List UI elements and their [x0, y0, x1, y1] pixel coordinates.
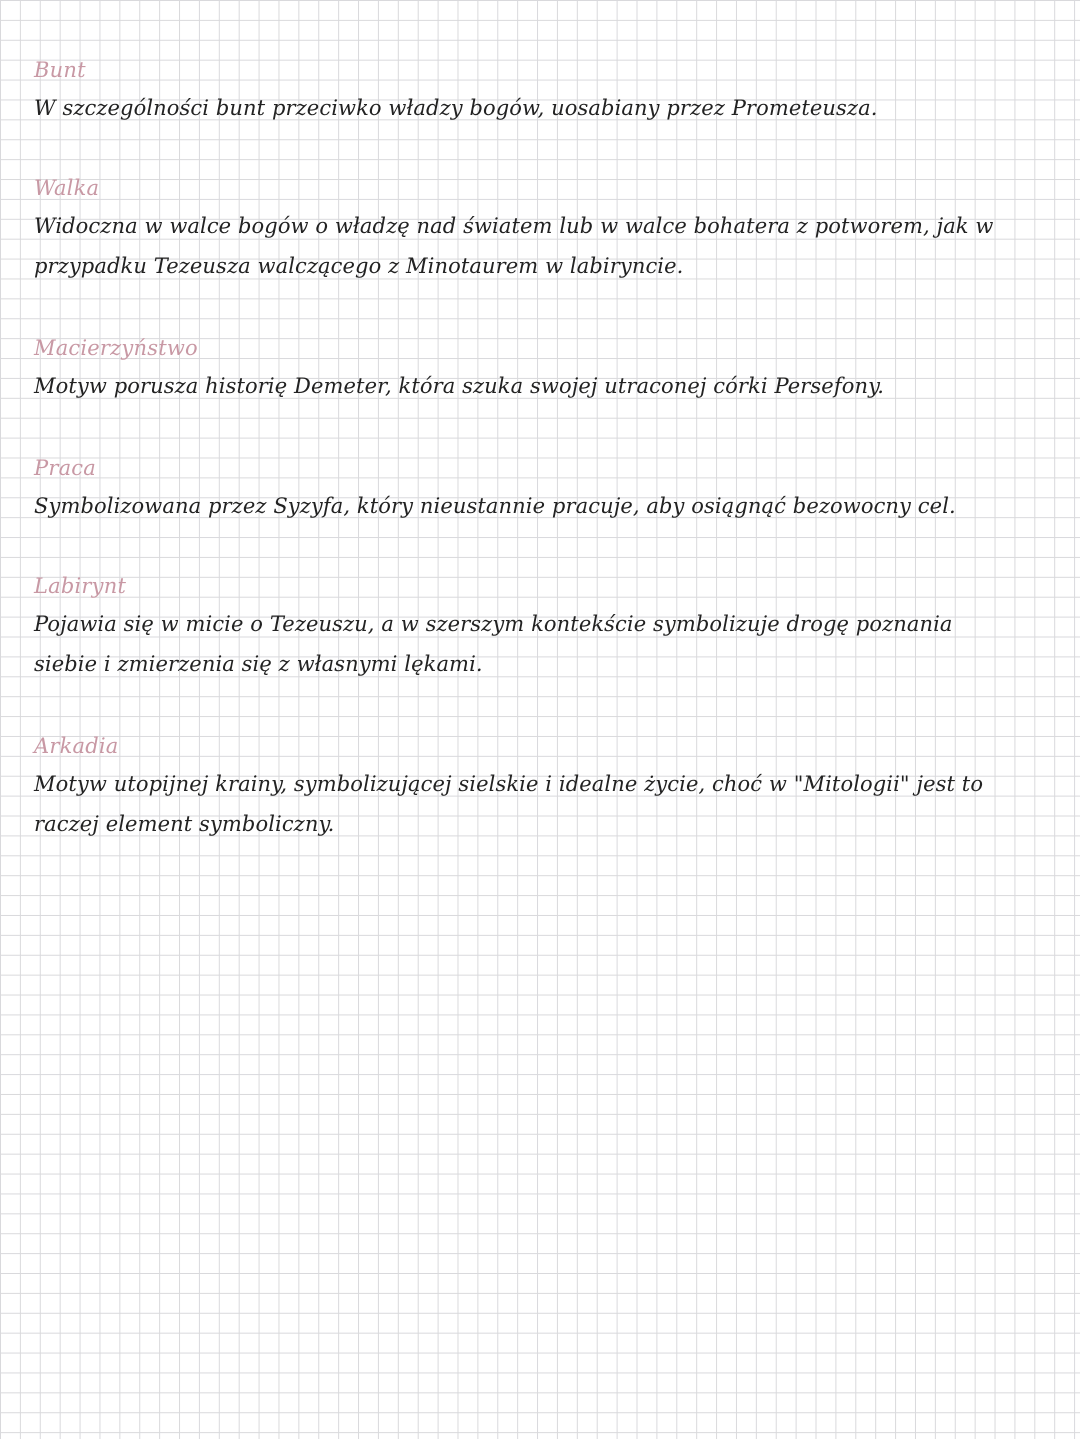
motif-heading: Arkadia	[34, 734, 119, 758]
motif-heading: Walka	[34, 176, 100, 200]
motif-description: Motyw utopijnej krainy, symbolizującej sielskie i idealne życie, choć w "Mitologii" jest to raczej element symboliczny.	[34, 772, 984, 836]
motif-description: Symbolizowana przez Syzyfa, który nieustannie pracuje, aby osiągnąć bezowocny cel.	[34, 494, 956, 518]
motif-section-macierzynstwo	[34, 334, 994, 406]
motif-section-praca	[34, 454, 994, 526]
motif-heading: Labirynt	[34, 574, 127, 598]
motif-section-bunt	[34, 56, 994, 128]
motif-description: Motyw porusza historię Demeter, która szuka swojej utraconej córki Persefony.	[34, 374, 885, 398]
motif-heading: Bunt	[34, 58, 86, 82]
motif-heading: Macierzyństwo	[34, 336, 198, 360]
motif-description: W szczególności bunt przeciwko władzy bogów, uosabiany przez Prometeusza.	[34, 96, 878, 120]
motif-description: Widoczna w walce bogów o władzę nad światem lub w walce bohatera z potworem, jak w przypadku Tezeusza walczącego z Minotaurem w labiryncie.	[34, 214, 994, 278]
motif-section-arkadia	[34, 732, 994, 844]
motif-section-walka	[34, 174, 994, 286]
motif-section-labirynt	[34, 572, 994, 684]
motif-description: Pojawia się w micie o Tezeuszu, a w szerszym kontekście symbolizuje drogę poznania siebie i zmierzenia się z własnymi lękami.	[34, 612, 953, 676]
motif-heading: Praca	[34, 456, 96, 480]
